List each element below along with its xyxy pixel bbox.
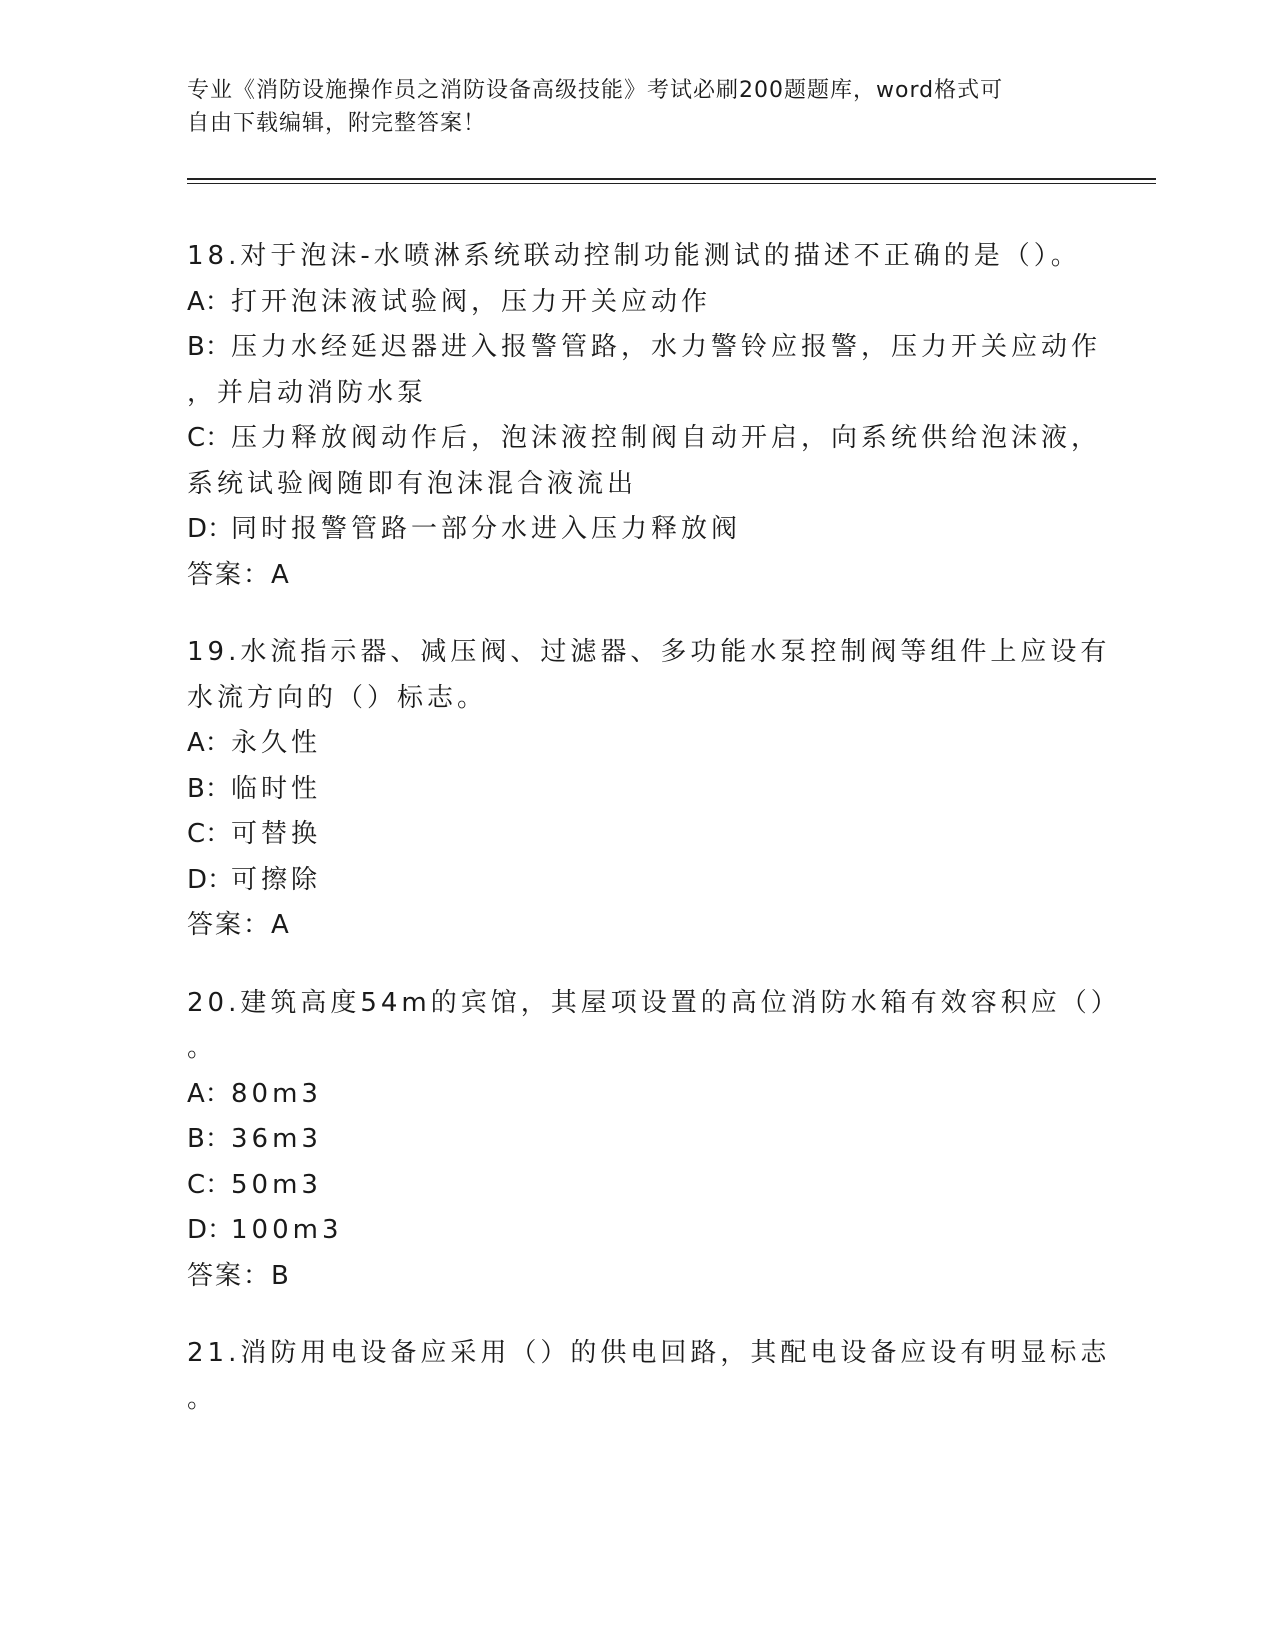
option-label: C： [187,423,232,453]
option-text: 50m3 [231,1169,322,1200]
option-text: 打开泡沫液试验阀，压力开关应动作 [231,286,712,317]
question-stem: 18.对于泡沫-水喷淋系统联动控制功能测试的描述不正确的是（）。 [187,241,1081,271]
answer-line: 答案：A [187,910,291,940]
option-text: 永久性 [231,728,322,758]
question-18 [187,234,1102,598]
question-stem: 20.建筑高度54m的宾馆，其屋项设置的高位消防水箱有效容积应（） [187,987,1121,1018]
option-c [187,812,1087,858]
option-label: D： [187,1215,234,1245]
option-a [187,1072,1087,1118]
question-list [187,234,1121,1454]
answer-line: 答案：A [187,559,291,590]
option-d [187,507,1087,553]
option-a [187,721,1087,767]
option-label: B： [187,332,231,362]
option-b-continued: ，并启动消防水泵 [187,377,428,408]
option-c-continued: 系统试验阀随即有泡沫混合液流出 [187,468,638,499]
option-text: 80m3 [231,1078,322,1109]
question-stem-continued: 。 [187,1383,218,1414]
option-d [187,858,1087,904]
option-text: 可替换 [231,819,322,849]
option-label: B： [187,773,231,804]
option-label: D： [187,514,234,544]
option-label: A： [187,286,231,317]
option-d [187,1208,1087,1254]
option-text: 100m3 [231,1215,343,1245]
option-text: 压力释放阀动作后，泡沫液控制阀自动开启，向系统供给泡沫液， [231,423,1102,453]
option-label: C： [187,1169,232,1200]
header-line-1: 专业《消防设施操作员之消防设备高级技能》考试必刷200题题库，word格式可 [187,78,1004,103]
option-label: D： [187,864,234,895]
option-c [187,1163,1087,1209]
option-label: A： [187,1078,231,1109]
question-stem-continued: 。 [187,1033,218,1063]
option-text: 可擦除 [231,864,322,895]
answer-line: 答案：B [187,1260,291,1291]
option-label: A： [187,728,231,758]
option-label: C： [187,819,232,849]
document-header [187,74,1067,140]
option-text: 临时性 [231,773,322,804]
option-text: 36m3 [231,1124,322,1154]
question-stem-continued: 水流方向的（）标志。 [187,682,488,713]
option-a [187,280,1087,326]
header-line-2: 自由下载编辑，附完整答案！ [187,111,487,136]
option-c [187,416,1102,462]
question-21 [187,1331,1111,1422]
question-stem: 19.水流指示器、减压阀、过滤器、多功能水泵控制阀等组件上应设有 [187,637,1111,667]
option-b [187,767,1087,813]
header-divider-thin [187,183,1156,184]
option-text: 压力水经延迟器进入报警管路，水力警铃应报警，压力开关应动作 [231,332,1102,362]
option-b [187,1117,1087,1163]
option-text: 同时报警管路一部分水进入压力释放阀 [231,514,742,544]
header-divider-thick [187,178,1156,180]
option-b [187,325,1102,371]
question-19 [187,630,1111,949]
option-label: B： [187,1124,231,1154]
question-20 [187,981,1121,1300]
question-stem: 21.消防用电设备应采用（）的供电回路，其配电设备应设有明显标志 [187,1338,1111,1368]
